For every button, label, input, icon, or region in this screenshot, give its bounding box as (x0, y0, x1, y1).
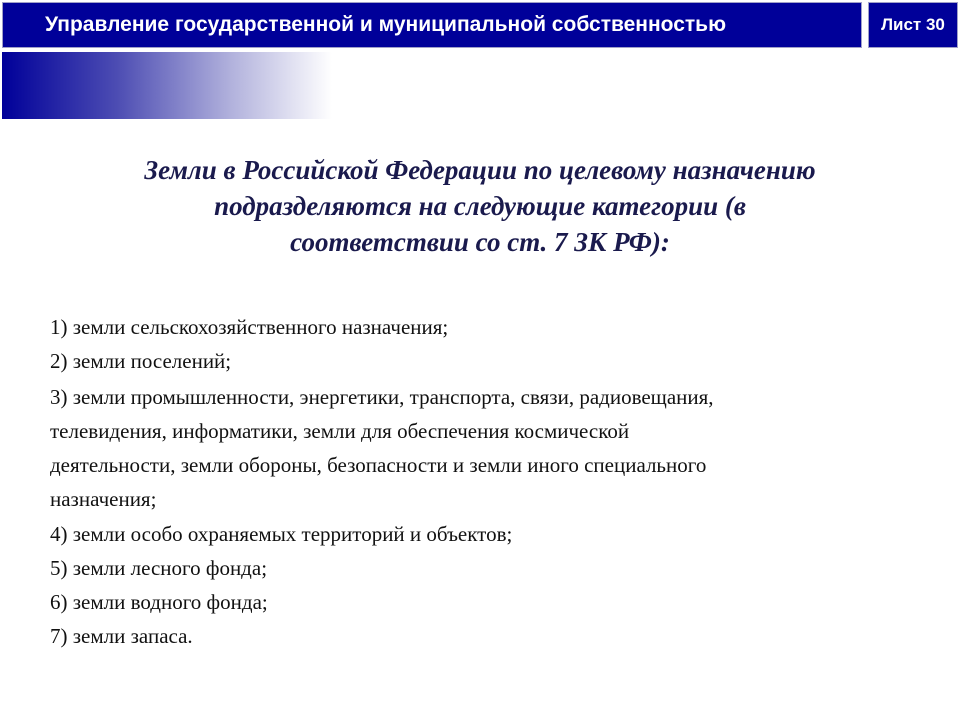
list-item-text: 3) земли промышленности, энергетики, транспорта, связи, радиовещания, (50, 385, 714, 409)
list-item-text: деятельности, земли обороны, безопасности и земли иного специального (50, 453, 707, 477)
heading-line: соответствии со ст. 7 ЗК РФ): (290, 227, 670, 257)
list-item (50, 380, 920, 516)
list-item-text: 5) земли лесного фонда; (50, 556, 268, 580)
list-item (50, 312, 920, 343)
list-item (50, 346, 920, 377)
decorative-gradient-band (2, 52, 332, 119)
heading-line: подразделяются на следующие категории (в (214, 191, 746, 221)
list-item (50, 553, 920, 584)
sheet-number: Лист 30 (881, 15, 945, 34)
slide-title: Управление государственной и муниципальной собственностью (45, 13, 727, 36)
heading-line: Земли в Российской Федерации по целевому назначению (144, 155, 816, 185)
header-bar (2, 2, 862, 48)
list-item (50, 519, 920, 550)
section-heading (40, 152, 920, 260)
list-item-text: 4) земли особо охраняемых территорий и объектов; (50, 522, 513, 546)
list-item-text: телевидения, информатики, земли для обеспечения космической (50, 419, 630, 443)
list-item-text: назначения; (50, 487, 157, 511)
sheet-number-box (868, 2, 958, 48)
list-item (50, 621, 920, 652)
list-item (50, 587, 920, 618)
list-item-text: 2) земли поселений; (50, 349, 232, 373)
land-categories-list (50, 312, 920, 655)
list-item-text: 6) земли водного фонда; (50, 590, 268, 614)
list-item-text: 1) земли сельскохозяйственного назначения; (50, 315, 449, 339)
list-item-text: 7) земли запаса. (50, 624, 193, 648)
